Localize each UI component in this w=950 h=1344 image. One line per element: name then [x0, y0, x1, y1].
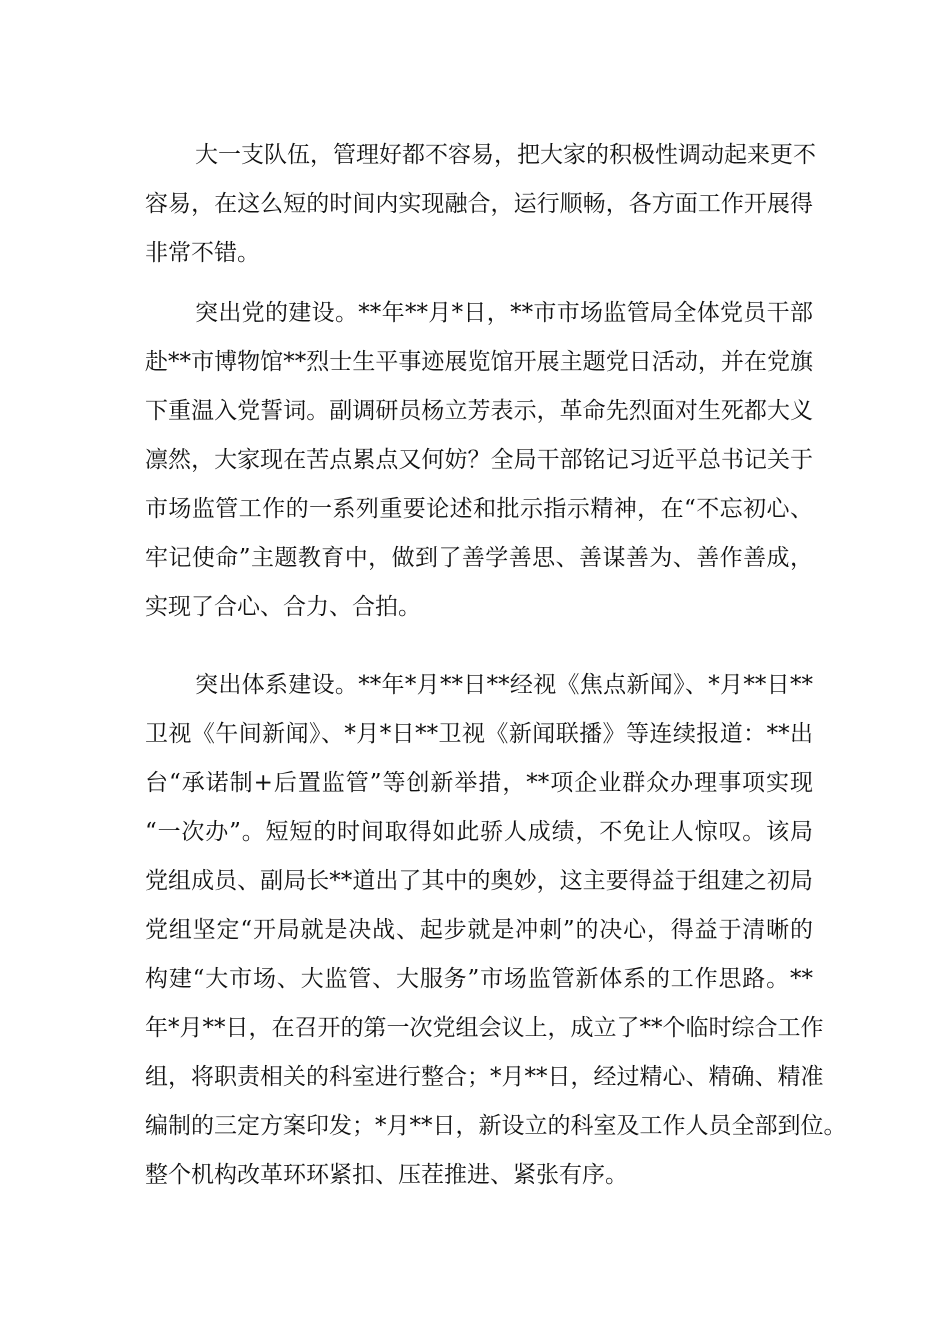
text-line: 容易，在这么短的时间内实现融合，运行顺畅，各方面工作开展得: [145, 191, 813, 217]
text-line: 非常不错。: [145, 240, 260, 266]
text-line: 赴**市博物馆**烈士生平事迹展览馆开展主题党日活动，并在党旗: [145, 349, 813, 375]
text-line: 党组坚定“开局就是决战、起步就是冲刺”的决心，得益于清晰的: [145, 917, 813, 943]
text-line: 台“承诺制+后置监管”等创新举措，**项企业群众办理事项实现: [145, 770, 813, 796]
text-line: 下重温入党誓词。副调研员杨立芳表示，革命先烈面对生死都大义: [145, 398, 813, 424]
text-line: 牢记使命”主题教育中，做到了善学善思、善谋善为、善作善成，: [145, 545, 813, 571]
text-line: 突出体系建设。**年*月**日**经视《焦点新闻》、*月**日**: [195, 672, 813, 698]
text-line: 卫视《午间新闻》、*月*日**卫视《新闻联播》等连续报道：**出: [145, 721, 813, 747]
text-line: 编制的三定方案印发；*月**日，新设立的科室及工作人员全部到位。: [145, 1113, 847, 1139]
text-line: 整个机构改革环环紧扣、压茬推进、紧张有序。: [145, 1162, 628, 1188]
text-line: 党组成员、副局长**道出了其中的奥妙，这主要得益于组建之初局: [145, 868, 813, 894]
text-line: 凛然，大家现在苦点累点又何妨？全局干部铭记习近平总书记关于: [145, 447, 813, 473]
paragraph-system-building: [145, 661, 847, 1200]
text-line: 突出党的建设。**年**月*日，**市市场监管局全体党员干部: [195, 300, 813, 326]
text-line: 大一支队伍，管理好都不容易，把大家的积极性调动起来更不: [195, 142, 816, 168]
text-line: 年*月**日，在召开的第一次党组会议上，成立了**个临时综合工作: [145, 1015, 824, 1041]
text-line: “一次办”。短短的时间取得如此骄人成绩，不免让人惊叹。该局: [145, 819, 813, 845]
text-line: 组，将职责相关的科室进行整合；*月**日，经过精心、精确、精准: [145, 1064, 824, 1090]
paragraph-1: [145, 131, 816, 278]
text-line: 市场监管工作的一系列重要论述和批示指示精神，在“不忘初心、: [145, 496, 813, 522]
paragraph-party-building: [145, 289, 813, 632]
text-line: 实现了合心、合力、合拍。: [145, 594, 421, 620]
text-line: 构建“大市场、大监管、大服务”市场监管新体系的工作思路。**: [145, 966, 813, 992]
